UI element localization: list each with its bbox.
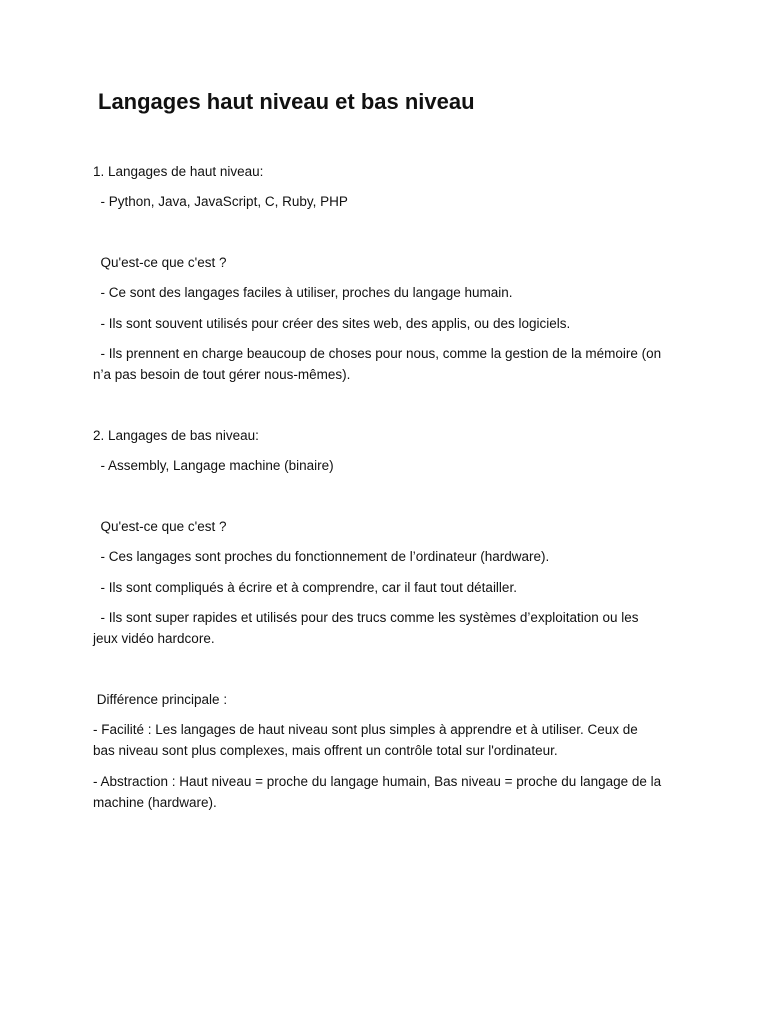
section-2-bullet-2: - Ils sont compliqués à écrire et à comprendre, car il faut tout détailler. — [93, 580, 517, 595]
section-2-bullet-3: - Ils sont super rapides et utilisés pour des trucs comme les systèmes d’exploitation ou les jeux vidéo hardcore. — [93, 610, 643, 646]
section-2-examples: - Assembly, Langage machine (binaire) — [93, 458, 334, 473]
section-1-heading: 1. Langages de haut niveau: — [93, 164, 264, 179]
section-1-question: Qu'est-ce que c'est ? — [93, 255, 227, 270]
section-2-heading: 2. Langages de bas niveau: — [93, 428, 259, 443]
difference-heading: Différence principale : — [93, 692, 228, 707]
section-2-bullet-1: - Ces langages sont proches du fonctionnement de l’ordinateur (hardware). — [93, 549, 550, 564]
document-title: Langages haut niveau et bas niveau — [98, 89, 475, 114]
section-1-examples: - Python, Java, JavaScript, C, Ruby, PHP — [93, 194, 348, 209]
section-1-bullet-3: - Ils prennent en charge beaucoup de choses pour nous, comme la gestion de la mémoire (on n’a pas besoin de tout gérer nous-mêmes). — [93, 346, 665, 382]
difference-point-abstraction: - Abstraction : Haut niveau = proche du langage humain, Bas niveau = proche du langage de la machine (hardware). — [93, 774, 665, 810]
section-1-bullet-2: - Ils sont souvent utilisés pour créer des sites web, des applis, ou des logiciels. — [93, 316, 571, 331]
difference-point-facilite: - Facilité : Les langages de haut niveau sont plus simples à apprendre et à utiliser. Ceux de bas niveau sont plus complexes, mais offrent un contrôle total sur l'ordinateur. — [93, 722, 642, 758]
section-1-bullet-1: - Ce sont des langages faciles à utiliser, proches du langage humain. — [93, 285, 513, 300]
section-2-question: Qu'est-ce que c'est ? — [93, 519, 227, 534]
